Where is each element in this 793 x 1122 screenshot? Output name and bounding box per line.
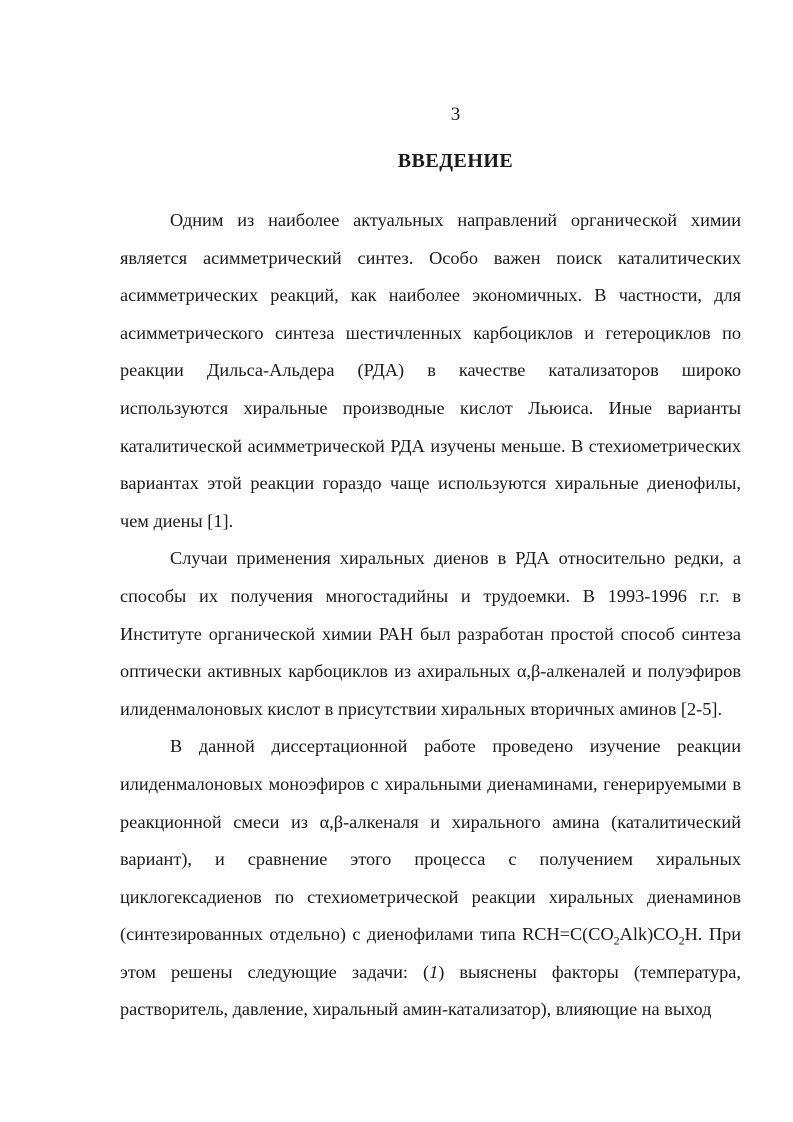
formula-part: RCH=C(CO <box>522 924 614 945</box>
paragraph-2: Случаи применения хиральных диенов в РДА относительно редки, а способы их получения многостадийны и трудоемки. В 1993-1996 г.г. в Институте органической химии РАН был разработан простой способ синтеза оптически активных карбоциклов из ахиральных α,β-алкеналей и полуэфиров илиденмалоновых кислот в присутствии хиральных вторичных аминов [2-5]. <box>120 548 741 719</box>
page-number: 3 <box>450 104 461 125</box>
formula-subscript: 2 <box>678 933 685 948</box>
formula-subscript: 2 <box>613 933 620 948</box>
formula-part: Alk)CO <box>619 924 679 945</box>
paragraph-1: Одним из наиболее актуальных направлений органической химии является асимметрический синтез. Особо важен поиск каталитических асимметрических реакций, как наиболее экономичных. В частности, для асимметрического синтеза шестичленных карбоциклов и гетероциклов по реакции Дильса-Альдера (РДА) в качестве катализаторов широко используются хиральные производные кислот Льюиса. Иные варианты каталитической асимметрической РДА изучены меньше. В стехиометрических вариантах этой реакции гораздо чаще используются хиральные диенофилы, чем диены [1]. <box>120 210 741 531</box>
paragraph-3-text-b: . При этом решены следующие задачи: ( <box>120 924 741 982</box>
paragraph-3-text-c: ) выяснены факторы (температура, растворитель, давление, хиральный амин-катализатор), влияющие на выход <box>120 961 741 1020</box>
task-number: 1 <box>429 961 439 982</box>
paragraph-3-text-a: В данной диссертационной работе проведено изучение реакции илиденмалоновых моноэфиров с хиральными диенаминами, генерируемыми в реакционной смеси из α,β-алкеналя и хирального амина (каталитический вариант), и сравнение этого процесса с получением хиральных циклогексадиенов по стехиометрической реакции хиральных диенаминов (синтезированных отдельно) с диенофилами типа <box>120 736 741 945</box>
section-heading: ВВЕДЕНИЕ <box>397 150 514 172</box>
paragraph-3 <box>120 728 741 1029</box>
formula-part: H <box>684 924 698 945</box>
chemical-formula <box>522 924 698 948</box>
body-text <box>120 202 741 1029</box>
